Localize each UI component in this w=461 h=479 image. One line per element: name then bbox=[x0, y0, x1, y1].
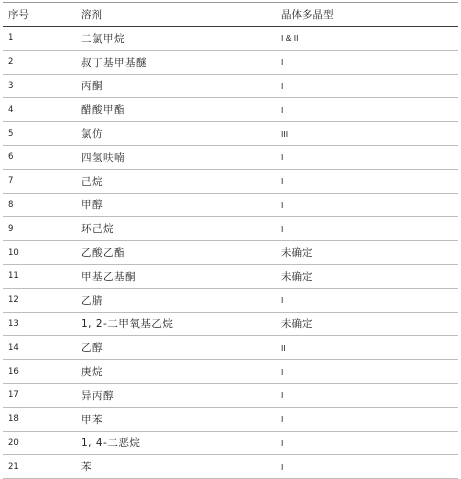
table-row bbox=[3, 217, 458, 241]
table-row bbox=[3, 288, 458, 312]
cell-solvent: 庚烷 bbox=[76, 360, 276, 384]
cell-polymorph: I & II bbox=[276, 27, 458, 51]
cell-polymorph: III bbox=[276, 122, 458, 146]
cell-solvent: 乙腈 bbox=[76, 288, 276, 312]
cell-polymorph: 未确定 bbox=[276, 312, 458, 336]
header-index: 序号 bbox=[3, 3, 76, 27]
cell-polymorph: I bbox=[276, 74, 458, 98]
cell-solvent: 丙酮 bbox=[76, 74, 276, 98]
cell-solvent: 甲醇 bbox=[76, 193, 276, 217]
table-row bbox=[3, 169, 458, 193]
table-row bbox=[3, 145, 458, 169]
header-solvent: 溶剂 bbox=[76, 3, 276, 27]
table-row bbox=[3, 264, 458, 288]
cell-index: 16 bbox=[3, 360, 76, 384]
cell-index: 11 bbox=[3, 264, 76, 288]
cell-index: 12 bbox=[3, 288, 76, 312]
table-row bbox=[3, 407, 458, 431]
table-row bbox=[3, 193, 458, 217]
header-row bbox=[3, 3, 458, 27]
table-row bbox=[3, 431, 458, 455]
cell-solvent: 异丙醇 bbox=[76, 383, 276, 407]
cell-index: 10 bbox=[3, 241, 76, 265]
cell-solvent: 醋酸甲酯 bbox=[76, 98, 276, 122]
cell-solvent: 氯仿 bbox=[76, 122, 276, 146]
cell-polymorph: 未确定 bbox=[276, 241, 458, 265]
cell-solvent: 甲基乙基酮 bbox=[76, 264, 276, 288]
cell-solvent: 二氯甲烷 bbox=[76, 27, 276, 51]
cell-solvent: 乙醇 bbox=[76, 336, 276, 360]
cell-solvent: 乙酸乙酯 bbox=[76, 241, 276, 265]
cell-index: 2 bbox=[3, 50, 76, 74]
cell-polymorph: I bbox=[276, 288, 458, 312]
cell-index: 5 bbox=[3, 122, 76, 146]
cell-index: 1 bbox=[3, 27, 76, 51]
header-polymorph: 晶体多晶型 bbox=[276, 3, 458, 27]
solvent-polymorph-table bbox=[3, 2, 458, 479]
cell-polymorph: I bbox=[276, 193, 458, 217]
cell-solvent: 四氢呋喃 bbox=[76, 145, 276, 169]
cell-solvent: 苯 bbox=[76, 455, 276, 479]
cell-polymorph: II bbox=[276, 336, 458, 360]
table-body bbox=[3, 27, 458, 479]
table-row bbox=[3, 383, 458, 407]
cell-polymorph: I bbox=[276, 455, 458, 479]
cell-index: 4 bbox=[3, 98, 76, 122]
cell-solvent: 环己烷 bbox=[76, 217, 276, 241]
cell-polymorph: I bbox=[276, 383, 458, 407]
cell-index: 20 bbox=[3, 431, 76, 455]
cell-polymorph: I bbox=[276, 217, 458, 241]
cell-polymorph: I bbox=[276, 169, 458, 193]
table-row bbox=[3, 360, 458, 384]
cell-index: 18 bbox=[3, 407, 76, 431]
cell-index: 13 bbox=[3, 312, 76, 336]
cell-polymorph: I bbox=[276, 145, 458, 169]
cell-index: 6 bbox=[3, 145, 76, 169]
cell-index: 14 bbox=[3, 336, 76, 360]
cell-solvent: 1, 2-二甲氧基乙烷 bbox=[76, 312, 276, 336]
cell-polymorph: 未确定 bbox=[276, 264, 458, 288]
cell-solvent: 1, 4-二恶烷 bbox=[76, 431, 276, 455]
cell-index: 9 bbox=[3, 217, 76, 241]
cell-polymorph: I bbox=[276, 431, 458, 455]
table-row bbox=[3, 241, 458, 265]
table-row bbox=[3, 50, 458, 74]
table-row bbox=[3, 122, 458, 146]
cell-index: 8 bbox=[3, 193, 76, 217]
cell-index: 7 bbox=[3, 169, 76, 193]
table-header bbox=[3, 3, 458, 27]
cell-polymorph: I bbox=[276, 360, 458, 384]
cell-solvent: 叔丁基甲基醚 bbox=[76, 50, 276, 74]
cell-solvent: 甲苯 bbox=[76, 407, 276, 431]
cell-polymorph: I bbox=[276, 50, 458, 74]
table-row bbox=[3, 336, 458, 360]
cell-index: 17 bbox=[3, 383, 76, 407]
cell-solvent: 己烷 bbox=[76, 169, 276, 193]
table-row bbox=[3, 455, 458, 479]
cell-index: 21 bbox=[3, 455, 76, 479]
cell-polymorph: I bbox=[276, 98, 458, 122]
cell-index: 3 bbox=[3, 74, 76, 98]
table-row bbox=[3, 27, 458, 51]
table-row bbox=[3, 98, 458, 122]
table-row bbox=[3, 74, 458, 98]
table-row bbox=[3, 312, 458, 336]
cell-polymorph: I bbox=[276, 407, 458, 431]
